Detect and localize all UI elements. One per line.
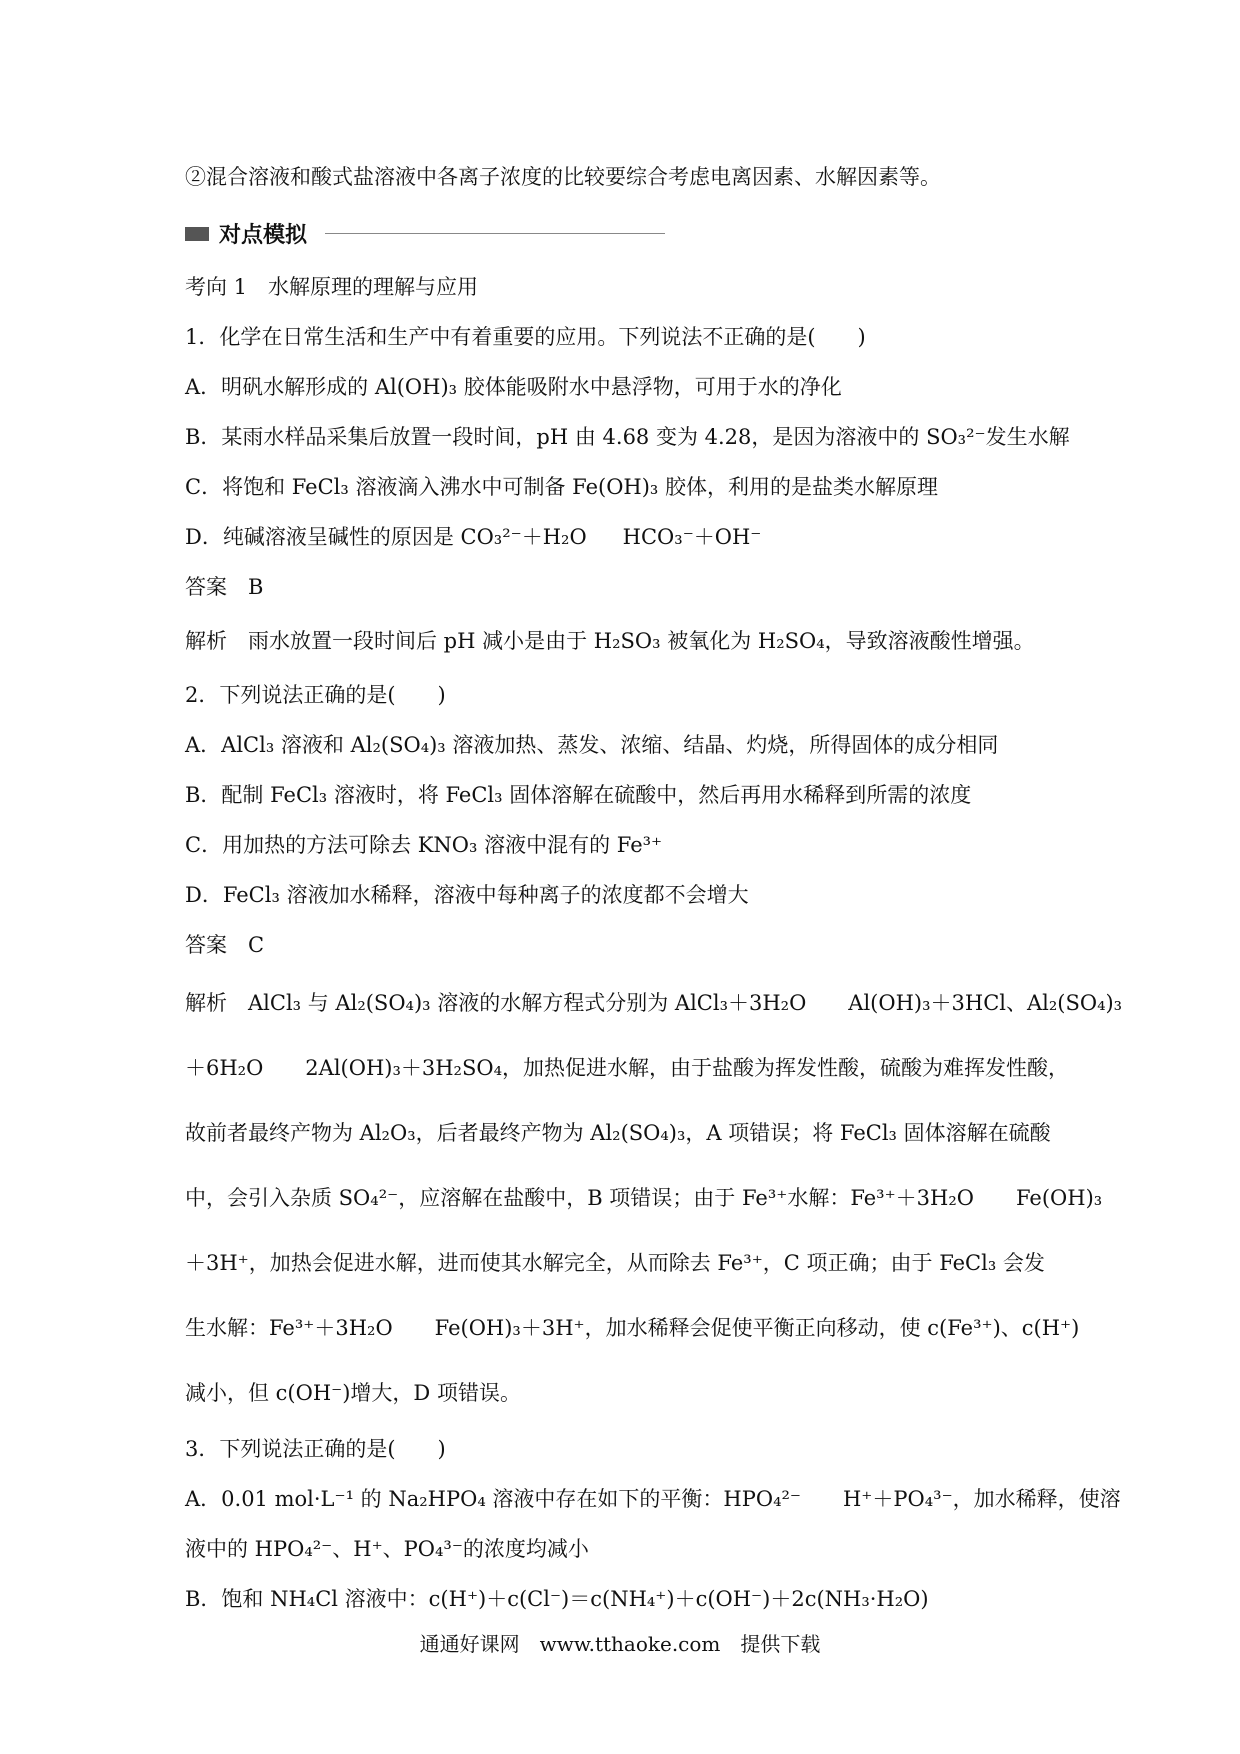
q2-option-c: C．用加热的方法可除去 KNO₃ 溶液中混有的 Fe³⁺ <box>185 833 663 857</box>
q2-option-a: A．AlCl₃ 溶液和 Al₂(SO₄)₃ 溶液加热、蒸发、浓缩、结晶、灼烧，所得固体的成分相同 <box>185 733 999 757</box>
q2-answer: 答案 C <box>185 933 265 957</box>
q2-analysis-line: ＋6H₂O 2Al(OH)₃＋3H₂SO₄，加热促进水解，由于盐酸为挥发性酸，硫酸为难挥发性酸， <box>185 1056 1069 1080</box>
q2-stem: 2．下列说法正确的是( ) <box>185 683 446 707</box>
q1-answer: 答案 B <box>185 575 264 599</box>
q2-analysis-line: 中，会引入杂质 SO₄²⁻，应溶解在盐酸中，B 项错误；由于 Fe³⁺水解：Fe³⁺＋3H₂O Fe(OH)₃ <box>185 1186 1103 1210</box>
heading-rule <box>325 233 665 234</box>
q2-analysis-line: 生水解：Fe³⁺＋3H₂O Fe(OH)₃＋3H⁺，加水稀释会促使平衡正向移动，使 c(Fe³⁺)、c(H⁺) <box>185 1316 1080 1340</box>
q1-option-d-left: D．纯碱溶液呈碱性的原因是 CO₃²⁻＋H₂O <box>185 525 587 549</box>
q1-option-c: C．将饱和 FeCl₃ 溶液滴入沸水中可制备 Fe(OH)₃ 胶体，利用的是盐类水解原理 <box>185 475 939 499</box>
q1-option-d <box>185 522 761 552</box>
topic-title: 考向 1 水解原理的理解与应用 <box>185 275 479 299</box>
q3-option-a-line1: A．0.01 mol·L⁻¹ 的 Na₂HPO₄ 溶液中存在如下的平衡：HPO₄²⁻ H⁺＋PO₄³⁻，加水稀释，使溶 <box>185 1487 1121 1511</box>
intro-text: ②混合溶液和酸式盐溶液中各离子浓度的比较要综合考虑电离因素、水解因素等。 <box>185 165 941 189</box>
q1-stem: 1．化学在日常生活和生产中有着重要的应用。下列说法不正确的是( ) <box>185 325 866 349</box>
q3-option-b: B．饱和 NH₄Cl 溶液中：c(H⁺)＋c(Cl⁻)＝c(NH₄⁺)＋c(OH⁻)＋2c(NH₃·H₂O) <box>185 1587 929 1611</box>
heading-bar-icon <box>185 227 209 241</box>
section-heading <box>185 218 665 249</box>
q2-analysis-line: 解析 AlCl₃ 与 Al₂(SO₄)₃ 溶液的水解方程式分别为 AlCl₃＋3H₂O Al(OH)₃＋3HCl、Al₂(SO₄)₃ <box>185 991 1123 1015</box>
q2-analysis-line: ＋3H⁺，加热会促进水解，进而使其水解完全，从而除去 Fe³⁺，C 项正确；由于 FeCl₃ 会发 <box>185 1251 1045 1275</box>
q1-analysis: 解析 雨水放置一段时间后 pH 减小是由于 H₂SO₃ 被氧化为 H₂SO₄，导致溶液酸性增强。 <box>185 629 1035 653</box>
q3-option-a-line2: 液中的 HPO₄²⁻、H⁺、PO₄³⁻的浓度均减小 <box>185 1537 589 1561</box>
q1-option-d-right: HCO₃⁻＋OH⁻ <box>622 525 762 549</box>
q1-option-b: B．某雨水样品采集后放置一段时间，pH 由 4.68 变为 4.28，是因为溶液中的 SO₃²⁻发生水解 <box>185 425 1070 449</box>
section-title: 对点模拟 <box>219 223 308 248</box>
page-footer: 通通好课网 www.tthaoke.com 提供下载 <box>419 1632 821 1656</box>
q2-analysis-line: 故前者最终产物为 Al₂O₃，后者最终产物为 Al₂(SO₄)₃，A 项错误；将 FeCl₃ 固体溶解在硫酸 <box>185 1121 1051 1145</box>
q3-stem: 3．下列说法正确的是( ) <box>185 1437 446 1461</box>
q1-option-a: A．明矾水解形成的 Al(OH)₃ 胶体能吸附水中悬浮物，可用于水的净化 <box>185 375 842 399</box>
q2-option-b: B．配制 FeCl₃ 溶液时，将 FeCl₃ 固体溶解在硫酸中，然后再用水稀释到所需的浓度 <box>185 783 972 807</box>
q2-option-d: D．FeCl₃ 溶液加水稀释，溶液中每种离子的浓度都不会增大 <box>185 883 749 907</box>
q2-analysis-line: 减小，但 c(OH⁻)增大，D 项错误。 <box>185 1381 521 1405</box>
